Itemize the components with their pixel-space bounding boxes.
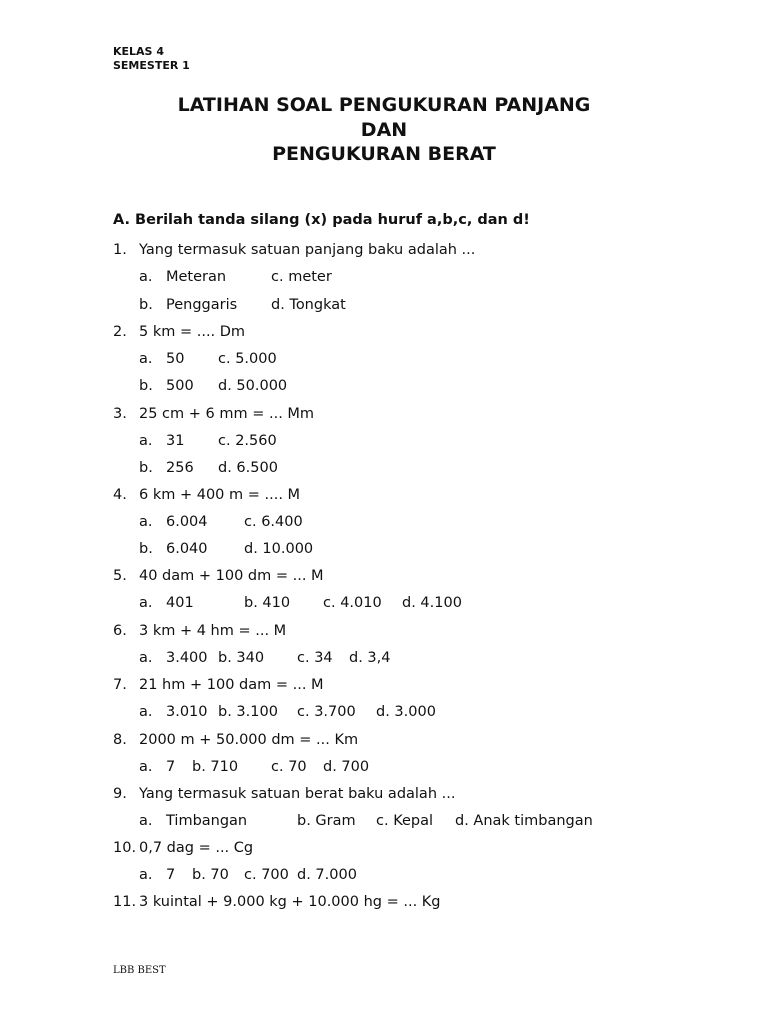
question-text: Yang termasuk satuan panjang baku adalah ... xyxy=(139,242,476,258)
option-text: 500 xyxy=(166,378,194,394)
title-line-3: PENGUKURAN BERAT xyxy=(272,143,496,165)
question-text: 3 km + 4 hm = ... M xyxy=(139,623,287,639)
question-number: 7. xyxy=(113,677,127,693)
option-text: 3.400 xyxy=(166,650,208,666)
question-number: 1. xyxy=(113,242,127,258)
footer-label: LBB BEST xyxy=(113,965,166,976)
title-line-2: DAN xyxy=(360,118,408,141)
question-number: 3. xyxy=(113,406,127,422)
option-label: a. xyxy=(139,704,153,720)
option: c. 4.010 xyxy=(323,595,382,611)
option-text: 50 xyxy=(166,351,185,367)
option-text: 256 xyxy=(166,460,194,476)
option: c. meter xyxy=(271,269,332,285)
question-number: 5. xyxy=(113,568,127,584)
option: c. 70 xyxy=(271,759,307,775)
question-text: Yang termasuk satuan berat baku adalah ... xyxy=(139,786,456,802)
option-label: a. xyxy=(139,514,153,530)
option: d. 3,4 xyxy=(349,650,391,666)
question-text: 0,7 dag = ... Cg xyxy=(139,840,254,856)
option-text: Meteran xyxy=(166,269,227,285)
class-label: KELAS 4 xyxy=(113,45,164,58)
section-a-instruction: A. Berilah tanda silang (x) pada huruf a,b,c, dan d! xyxy=(113,212,530,228)
option: c. 34 xyxy=(297,650,333,666)
option-text: 31 xyxy=(166,433,185,449)
option-text: Timbangan xyxy=(166,813,248,829)
option-label: a. xyxy=(139,351,153,367)
question-text: 25 cm + 6 mm = ... Mm xyxy=(139,406,315,422)
option-label: b. xyxy=(139,297,153,313)
option: b. Gram xyxy=(297,813,356,829)
option-text: 7 xyxy=(166,759,176,775)
option-label: a. xyxy=(139,813,153,829)
option: d. 7.000 xyxy=(297,867,357,883)
option-text: 401 xyxy=(166,595,194,611)
option-text: 6.040 xyxy=(166,541,208,557)
option-label: a. xyxy=(139,867,153,883)
question-number: 10. xyxy=(113,840,137,856)
option: b. 410 xyxy=(244,595,291,611)
option: d. Anak timbangan xyxy=(455,813,593,829)
option: c. 700 xyxy=(244,867,289,883)
option-label: b. xyxy=(139,378,153,394)
option: d. 50.000 xyxy=(218,378,288,394)
option-label: b. xyxy=(139,541,153,557)
question-text: 3 kuintal + 9.000 kg + 10.000 hg = ... Kg xyxy=(139,894,441,910)
page-title xyxy=(0,93,768,167)
question-number: 2. xyxy=(113,324,127,340)
question-text: 5 km = .... Dm xyxy=(139,324,246,340)
option: c. 2.560 xyxy=(218,433,277,449)
semester-label: SEMESTER 1 xyxy=(113,58,190,72)
option: b. 3.100 xyxy=(218,704,278,720)
option: d. Tongkat xyxy=(271,297,346,313)
option-label: a. xyxy=(139,650,153,666)
option: c. Kepal xyxy=(376,813,434,829)
question-number: 8. xyxy=(113,732,127,748)
question-number: 11. xyxy=(113,894,137,910)
option-label: a. xyxy=(139,269,153,285)
option: d. 10.000 xyxy=(244,541,314,557)
option-label: a. xyxy=(139,433,153,449)
option-text: 3.010 xyxy=(166,704,208,720)
option-text: Penggaris xyxy=(166,297,238,313)
question-text: 2000 m + 50.000 dm = ... Km xyxy=(139,732,359,748)
option: b. 710 xyxy=(192,759,239,775)
option: c. 3.700 xyxy=(297,704,356,720)
option: d. 700 xyxy=(323,759,370,775)
question-text: 40 dam + 100 dm = ... M xyxy=(139,568,324,584)
option-label: a. xyxy=(139,759,153,775)
title-line-1: LATIHAN SOAL PENGUKURAN PANJANG xyxy=(177,94,591,116)
option: d. 6.500 xyxy=(218,460,278,476)
question-number: 9. xyxy=(113,786,127,802)
option-label: a. xyxy=(139,595,153,611)
option: c. 6.400 xyxy=(244,514,303,530)
option-text: 6.004 xyxy=(166,514,208,530)
option: b. 70 xyxy=(192,867,229,883)
option: c. 5.000 xyxy=(218,351,277,367)
question-number: 6. xyxy=(113,623,127,639)
option-label: b. xyxy=(139,460,153,476)
question-number: 4. xyxy=(113,487,127,503)
option: d. 4.100 xyxy=(402,595,462,611)
option-text: 7 xyxy=(166,867,176,883)
option: d. 3.000 xyxy=(376,704,436,720)
option: b. 340 xyxy=(218,650,265,666)
question-text: 6 km + 400 m = .... M xyxy=(139,487,301,503)
class-info xyxy=(113,45,190,72)
question-text: 21 hm + 100 dam = ... M xyxy=(139,677,324,693)
